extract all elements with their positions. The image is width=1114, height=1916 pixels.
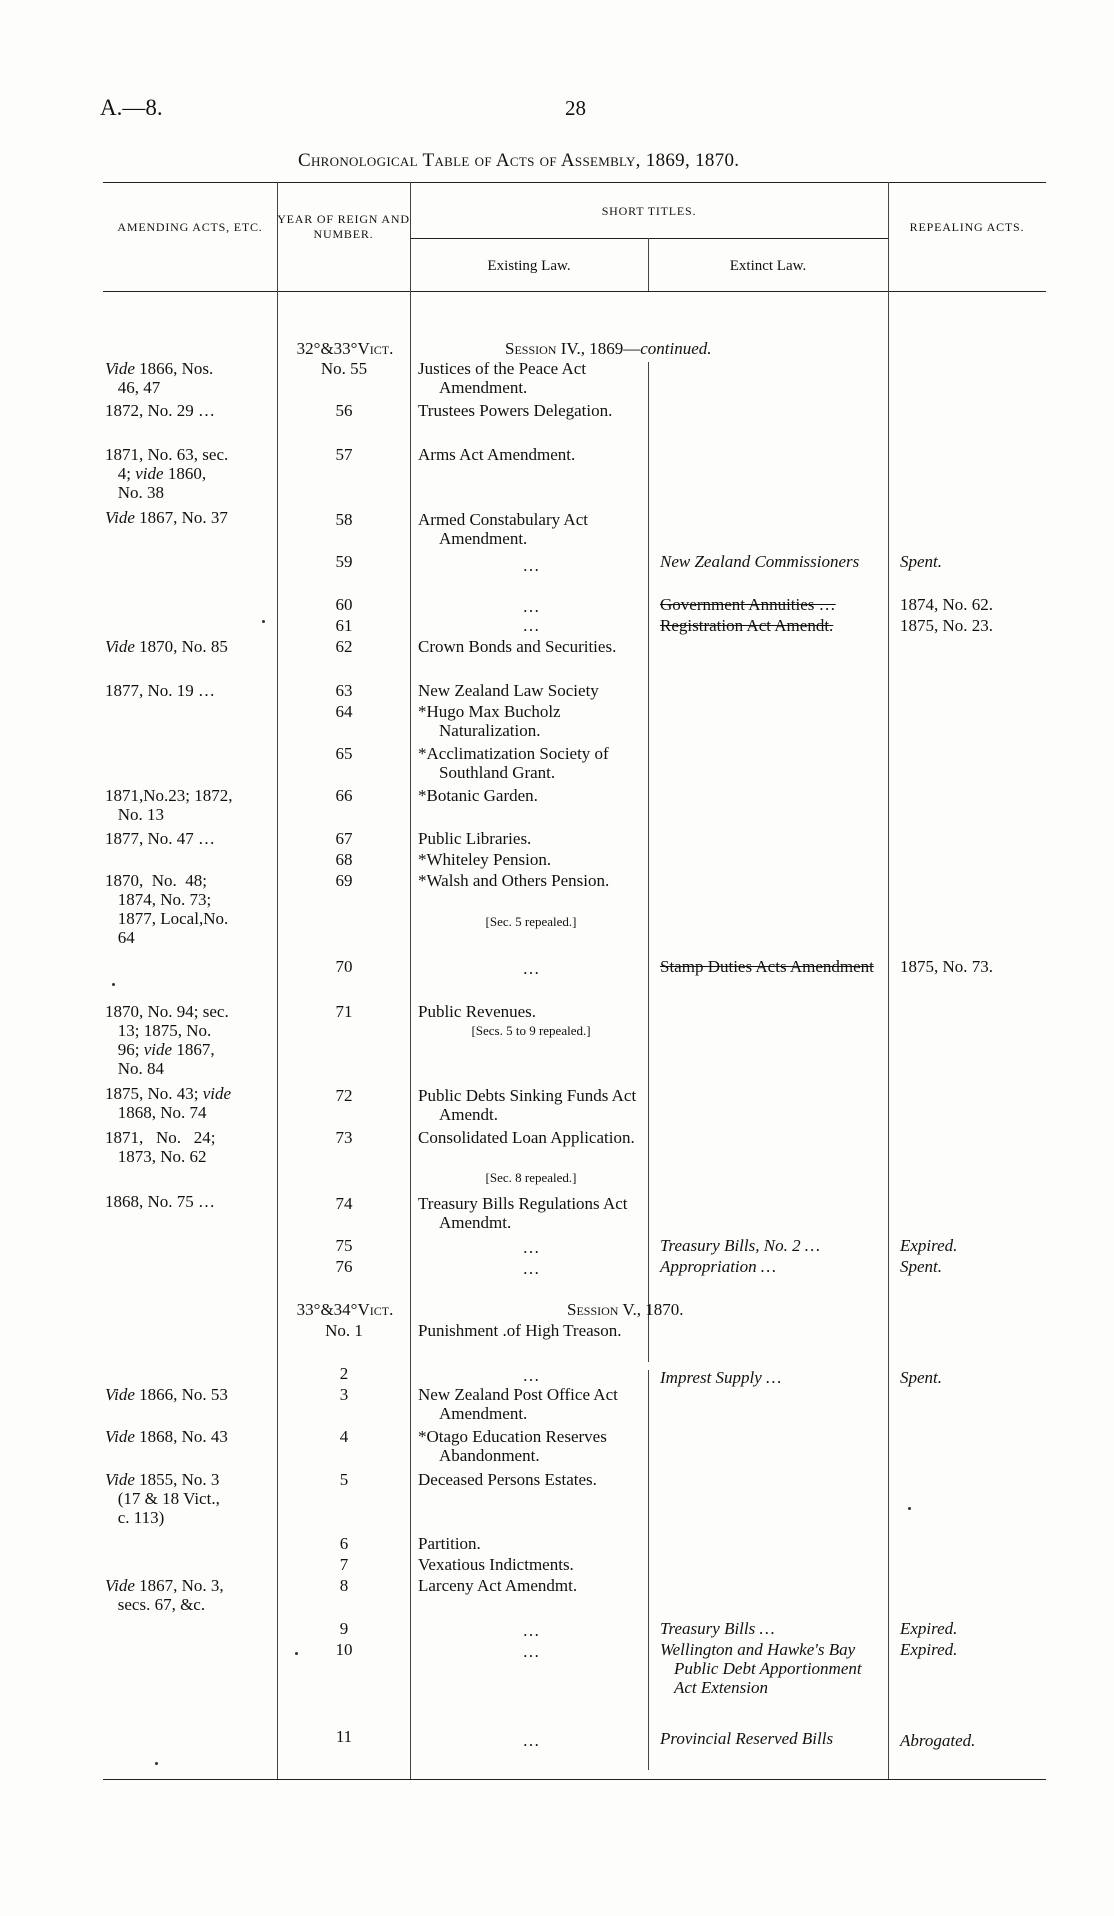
- act-number: 5: [339, 1470, 349, 1489]
- existing-law-empty: …: [522, 959, 540, 978]
- amending-cell: Vide 1866, No. 53: [105, 1385, 228, 1404]
- act-number: 63: [335, 681, 353, 700]
- amending-cell: 1868, No. 75 …: [105, 1192, 216, 1211]
- existing-law-title: Larceny Act Amendmt.: [418, 1576, 578, 1595]
- scan-speck: [155, 1762, 158, 1765]
- table-title: Chronological Table of Acts of Assembly, 1869, 1870.: [298, 150, 740, 171]
- column-divider: [277, 182, 278, 1779]
- act-number: 64: [335, 702, 353, 721]
- amending-cell: Vide 1870, No. 85: [105, 637, 228, 656]
- amending-cell: 1875, No. 43; vide 1868, No. 74: [105, 1084, 232, 1122]
- act-number: 68: [335, 850, 353, 869]
- repealing-act: Expired.: [900, 1236, 958, 1255]
- existing-law-title: Punishment .of High Treason.: [418, 1321, 622, 1340]
- existing-law-title: *Botanic Garden.: [418, 786, 538, 805]
- session-heading: [505, 339, 712, 359]
- existing-law-title: Partition.: [418, 1534, 481, 1553]
- existing-law-title: Deceased Persons Estates.: [418, 1470, 597, 1489]
- act-number: 71: [335, 1002, 353, 1021]
- short-titles-rule: [410, 238, 888, 239]
- repeal-note: [Sec. 8 repealed.]: [485, 1170, 577, 1185]
- repealing-act: 1875, No. 73.: [900, 957, 994, 976]
- header-bottom-rule: [103, 291, 1046, 292]
- act-number: 4: [339, 1427, 349, 1446]
- session-heading-text: Session IV., 1869—: [505, 339, 641, 358]
- existing-law-empty: …: [522, 1621, 540, 1640]
- header-amending-acts: AMENDING ACTS, ETC.: [117, 220, 263, 234]
- repeal-note: [Sec. 5 repealed.]: [485, 914, 577, 929]
- column-divider: [410, 182, 411, 1779]
- existing-law-title: Trustees Powers Delegation.: [418, 401, 613, 420]
- header-extinct-law: Extinct Law.: [729, 258, 807, 274]
- existing-law-title: Treasury Bills Regulations Act Amendmt.: [418, 1194, 628, 1232]
- existing-law-title: Public Debts Sinking Funds Act Amendt.: [418, 1086, 637, 1124]
- amending-cell: 1870, No. 48; 1874, No. 73; 1877, Local,No. 64: [105, 871, 229, 947]
- reign-year: 32°&33°Vict.: [296, 339, 394, 358]
- act-number: No. 1: [325, 1321, 363, 1340]
- existing-law-title: Vexatious Indictments.: [418, 1555, 574, 1574]
- act-number: 67: [335, 829, 353, 848]
- scan-speck: [112, 983, 115, 986]
- act-number: No. 55: [320, 359, 368, 378]
- extinct-law-title: Registration Act Amendt.: [660, 616, 834, 635]
- reign-year: 33°&34°Vict.: [296, 1300, 394, 1319]
- extinct-law-title: Treasury Bills, No. 2 …: [660, 1236, 820, 1255]
- amending-cell: Vide 1868, No. 43: [105, 1427, 228, 1446]
- scan-speck: [908, 1507, 911, 1510]
- page-reference: A.—8.: [100, 95, 163, 120]
- act-number: 76: [335, 1257, 353, 1276]
- repealing-act: 1875, No. 23.: [900, 616, 994, 635]
- existing-law-title: Justices of the Peace Act Amendment.: [418, 359, 587, 397]
- act-number: 75: [335, 1236, 353, 1255]
- repealing-act: Expired.: [900, 1619, 958, 1638]
- amending-cell: 1877, No. 47 …: [105, 829, 216, 848]
- existing-law-title: *Walsh and Others Pension.: [418, 871, 610, 890]
- act-number: 73: [335, 1128, 353, 1147]
- act-number: 58: [335, 510, 353, 529]
- existing-law-title: *Whiteley Pension.: [418, 850, 552, 869]
- column-divider: [648, 1370, 649, 1770]
- table-bottom-rule: [103, 1779, 1046, 1780]
- act-number: 6: [339, 1534, 349, 1553]
- existing-law-empty: …: [522, 1366, 540, 1385]
- amending-cell: Vide 1867, No. 3, secs. 67, &c.: [105, 1576, 224, 1614]
- existing-law-title: Armed Constabulary Act Amendment.: [418, 510, 588, 548]
- act-number: 70: [335, 957, 353, 976]
- repealing-act: Spent.: [900, 552, 943, 571]
- existing-law-title: *Acclimatization Society of Southland Grant.: [418, 744, 609, 782]
- extinct-law-title: New Zealand Commissioners: [660, 552, 860, 571]
- repealing-act: Abrogated.: [900, 1731, 976, 1750]
- amending-cell: 1871,No.23; 1872, No. 13: [105, 786, 233, 824]
- act-number: 60: [335, 595, 353, 614]
- act-number: 57: [335, 445, 353, 464]
- act-number: 3: [339, 1385, 349, 1404]
- existing-law-empty: …: [522, 1259, 540, 1278]
- existing-law-title: *Hugo Max Bucholz Naturalization.: [418, 702, 561, 740]
- act-number: 9: [339, 1619, 349, 1638]
- extinct-law-title: Wellington and Hawke's Bay Public Debt Apportionment Act Extension: [660, 1640, 862, 1697]
- existing-law-empty: …: [522, 1238, 540, 1257]
- session-heading: Session V., 1870.: [567, 1300, 684, 1319]
- column-divider: [648, 362, 649, 1362]
- amending-cell: Vide 1855, No. 3 (17 & 18 Vict., c. 113): [105, 1470, 220, 1527]
- amending-cell: 1871, No. 63, sec. 4; vide 1860, No. 38: [105, 445, 229, 502]
- extinct-law-title: Government Annuities …: [660, 595, 836, 614]
- act-number: 62: [335, 637, 353, 656]
- act-number: 65: [335, 744, 353, 763]
- existing-law-title: Crown Bonds and Securities.: [418, 637, 617, 656]
- scan-speck: [262, 620, 265, 623]
- header-repealing-acts: REPEALING ACTS.: [909, 220, 1025, 234]
- existing-law-empty: …: [522, 597, 540, 616]
- existing-law-title: Arms Act Amendment.: [418, 445, 576, 464]
- act-number: 8: [339, 1576, 349, 1595]
- extinct-law-title: Treasury Bills …: [660, 1619, 775, 1638]
- amending-cell: 1870, No. 94; sec. 13; 1875, No. 96; vide 1867, No. 84: [105, 1002, 229, 1078]
- column-divider: [888, 182, 889, 1779]
- table-top-rule: [103, 182, 1046, 183]
- extinct-law-title: Provincial Reserved Bills: [660, 1729, 834, 1748]
- existing-law-title: Public Libraries.: [418, 829, 532, 848]
- existing-law-empty: …: [522, 556, 540, 575]
- amending-cell: 1871, No. 24; 1873, No. 62: [105, 1128, 216, 1166]
- act-number: 59: [335, 552, 353, 571]
- session-heading-continued: continued.: [640, 339, 712, 358]
- existing-law-empty: …: [522, 616, 540, 635]
- act-number: 69: [335, 871, 353, 890]
- repealing-act: Expired.: [900, 1640, 958, 1659]
- extinct-law-title: Imprest Supply …: [660, 1368, 782, 1387]
- repealing-act: 1874, No. 62.: [900, 595, 994, 614]
- page-number: 28: [565, 96, 586, 120]
- extinct-law-title: Stamp Duties Acts Amendment: [660, 957, 874, 976]
- act-number: 11: [335, 1727, 353, 1746]
- header-year-of-reign: YEAR OF REIGN AND NUMBER.: [277, 212, 410, 241]
- header-short-titles: SHORT TITLES.: [601, 204, 697, 218]
- existing-law-title: Consolidated Loan Application.: [418, 1128, 635, 1147]
- existing-law-title: Public Revenues.: [418, 1002, 537, 1021]
- amending-cell: 1872, No. 29 …: [105, 401, 216, 420]
- repeal-note: [Secs. 5 to 9 repealed.]: [471, 1023, 591, 1038]
- act-number: 7: [339, 1555, 349, 1574]
- act-number: 61: [335, 616, 353, 635]
- amending-cell: Vide 1866, Nos. 46, 47: [105, 359, 214, 397]
- act-number: 10: [335, 1640, 353, 1659]
- amending-cell: Vide 1867, No. 37: [105, 508, 228, 527]
- act-number: 66: [335, 786, 353, 805]
- repealing-act: Spent.: [900, 1257, 943, 1276]
- amending-cell: 1877, No. 19 …: [105, 681, 216, 700]
- existing-law-title: New Zealand Post Office Act Amendment.: [418, 1385, 618, 1423]
- extinct-law-title: Appropriation …: [660, 1257, 777, 1276]
- repealing-act: Spent.: [900, 1368, 943, 1387]
- existing-law-empty: …: [522, 1642, 540, 1661]
- act-number: 74: [335, 1194, 353, 1213]
- existing-law-title: New Zealand Law Society: [418, 681, 599, 700]
- act-number: 72: [335, 1086, 353, 1105]
- existing-law-empty: …: [522, 1731, 540, 1750]
- scan-speck: [295, 1652, 298, 1655]
- act-number: 56: [335, 401, 353, 420]
- existing-law-title: *Otago Education Reserves Abandonment.: [418, 1427, 607, 1465]
- header-existing-law: Existing Law.: [487, 258, 571, 274]
- act-number: 2: [339, 1364, 349, 1383]
